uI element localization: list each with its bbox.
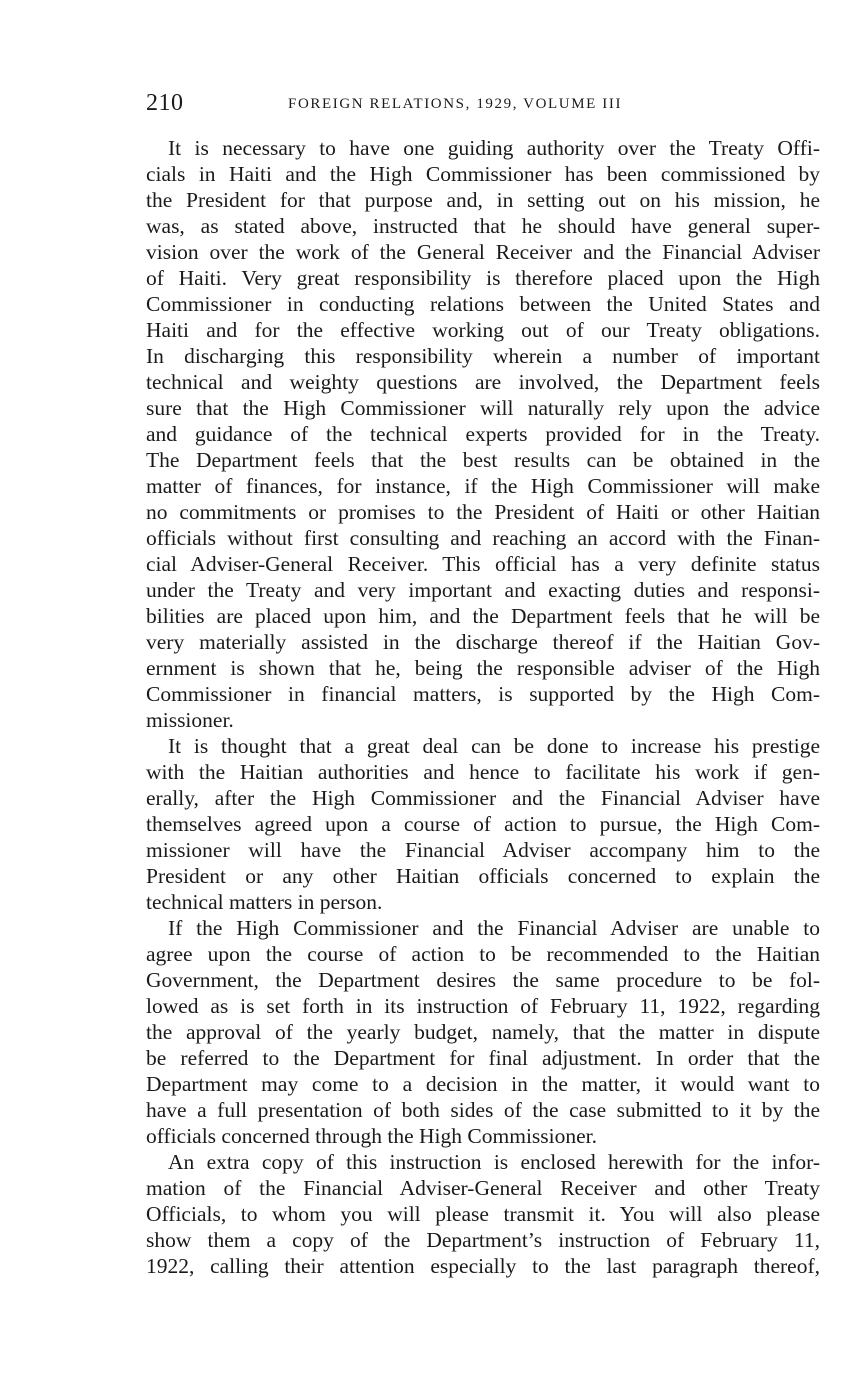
text-line: missioner will have the Financial Adviser accompany him to the — [146, 838, 820, 862]
text-line: show them a copy of the Department’s instruction of February 11, — [146, 1228, 820, 1252]
text-line: In discharging this responsibility wherein a number of important — [146, 344, 820, 368]
text-line: the approval of the yearly budget, namely, that the matter in dispute — [146, 1020, 820, 1044]
paragraph-extra-copy — [146, 1149, 820, 1279]
text-line: Department may come to a decision in the matter, it would want to — [146, 1072, 820, 1096]
text-line: be referred to the Department for final adjustment. In order that the — [146, 1046, 820, 1070]
text-line: bilities are placed upon him, and the Department feels that he will be — [146, 604, 820, 628]
text-line: Haiti and for the effective working out of our Treaty obligations. — [146, 318, 820, 342]
text-line: vision over the work of the General Receiver and the Financial Adviser — [146, 240, 820, 264]
text-line: no commitments or promises to the President of Haiti or other Haitian — [146, 500, 820, 524]
text-line: It is necessary to have one guiding authority over the Treaty Offi- — [168, 136, 820, 160]
text-line: and guidance of the technical experts provided for in the Treaty. — [146, 422, 820, 446]
text-line: officials concerned through the High Commissioner. — [146, 1124, 598, 1148]
text-line: technical and weighty questions are involved, the Department feels — [146, 370, 820, 394]
paragraph-guiding-authority — [146, 135, 820, 733]
text-line: President or any other Haitian officials concerned to explain the — [146, 864, 820, 888]
body-text — [146, 135, 820, 1279]
text-line: erally, after the High Commissioner and the Financial Adviser have — [146, 786, 820, 810]
running-head — [146, 90, 820, 120]
text-line: was, as stated above, instructed that he should have general super- — [146, 214, 820, 238]
text-line: Officials, to whom you will please transmit it. You will also please — [146, 1202, 820, 1226]
text-line: agree upon the course of action to be recommended to the Haitian — [146, 942, 820, 966]
text-line: technical matters in person. — [146, 890, 383, 914]
text-line: lowed as is set forth in its instruction of February 11, 1922, regarding — [146, 994, 820, 1018]
text-line: ernment is shown that he, being the responsible adviser of the High — [146, 656, 820, 680]
text-line: under the Treaty and very important and exacting duties and responsi- — [146, 578, 820, 602]
text-line: It is thought that a great deal can be done to increase his prestige — [168, 734, 820, 758]
text-line: sure that the High Commissioner will naturally rely upon the advice — [146, 396, 820, 420]
text-line: 1922, calling their attention especially to the last paragraph thereof, — [146, 1254, 820, 1278]
text-line: have a full presentation of both sides of the case submitted to it by the — [146, 1098, 820, 1122]
text-line: Government, the Department desires the same procedure to be fol- — [146, 968, 820, 992]
text-line: cial Adviser-General Receiver. This official has a very definite status — [146, 552, 820, 576]
paragraph-prestige — [146, 733, 820, 915]
text-line: Commissioner in conducting relations between the United States and — [146, 292, 820, 316]
text-line: An extra copy of this instruction is enclosed herewith for the infor- — [168, 1150, 820, 1174]
page-number: 210 — [146, 90, 184, 116]
running-title: FOREIGN RELATIONS, 1929, VOLUME III — [288, 96, 623, 112]
text-line: very materially assisted in the discharge thereof if the Haitian Gov- — [146, 630, 820, 654]
text-line: themselves agreed upon a course of action to pursue, the High Com- — [146, 812, 820, 836]
text-line: the President for that purpose and, in setting out on his mission, he — [146, 188, 820, 212]
text-line: The Department feels that the best results can be obtained in the — [146, 448, 820, 472]
paragraph-disagreement — [146, 915, 820, 1149]
text-line: Commissioner in financial matters, is supported by the High Com- — [146, 682, 820, 706]
text-line: If the High Commissioner and the Financial Adviser are unable to — [168, 916, 820, 940]
text-line: cials in Haiti and the High Commissioner has been commissioned by — [146, 162, 820, 186]
text-line: matter of finances, for instance, if the High Commissioner will make — [146, 474, 820, 498]
text-line: of Haiti. Very great responsibility is therefore placed upon the High — [146, 266, 820, 290]
text-line: with the Haitian authorities and hence to facilitate his work if gen- — [146, 760, 820, 784]
text-line: officials without first consulting and reaching an accord with the Finan- — [146, 526, 820, 550]
text-line: missioner. — [146, 708, 234, 732]
text-line: mation of the Financial Adviser-General Receiver and other Treaty — [146, 1176, 820, 1200]
